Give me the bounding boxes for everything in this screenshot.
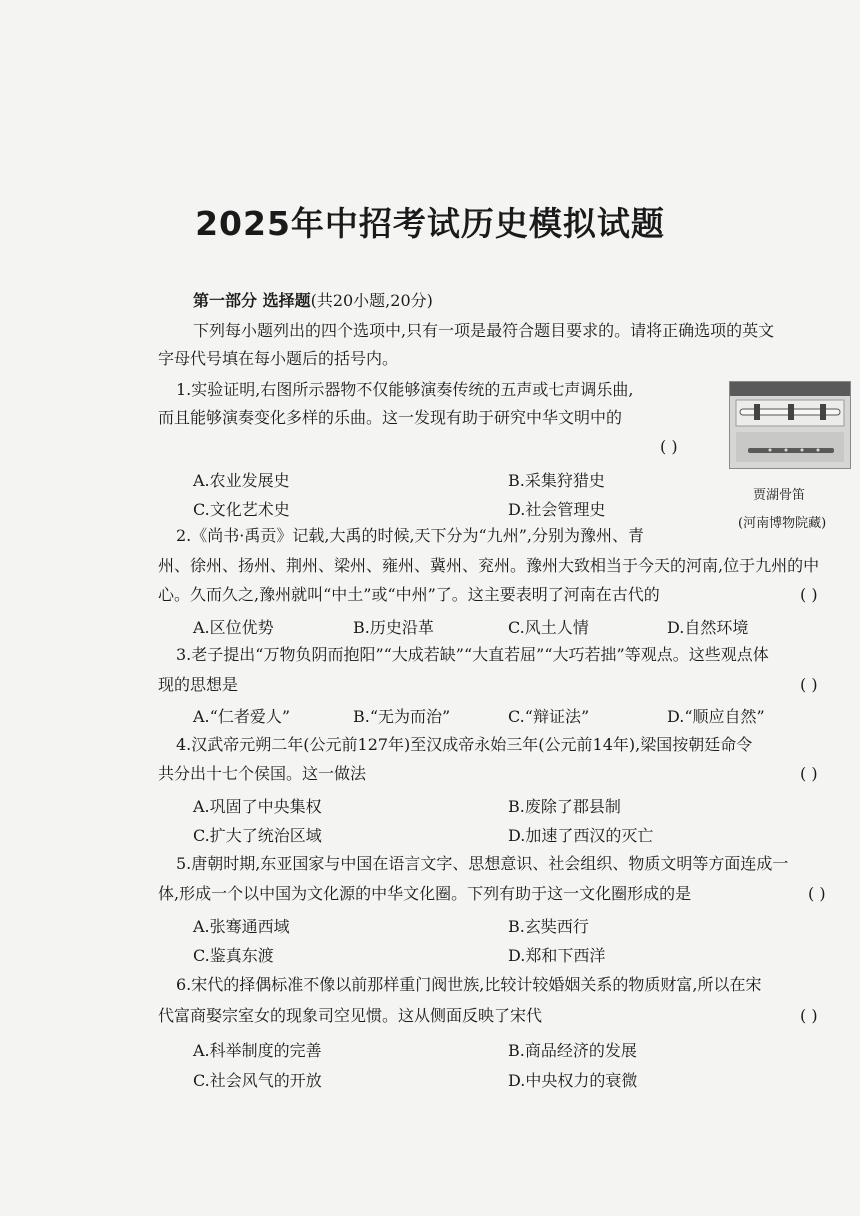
answer-bracket: ( ) (808, 884, 826, 903)
answer-bracket: ( ) (800, 764, 818, 783)
answer-bracket: ( ) (800, 1006, 818, 1025)
section-note: (共20小题,20分) (310, 291, 433, 310)
option-b: B.商品经济的发展 (508, 1041, 637, 1060)
bone-flute-image (730, 382, 850, 468)
option-a: A.农业发展史 (193, 471, 290, 490)
option-a: A.张骞通西域 (193, 917, 290, 936)
option-d: D.“顺应自然” (667, 707, 765, 726)
question-text: 而且能够演奏变化多样的乐曲。这一发现有助于研究中华文明中的 (158, 408, 623, 427)
option-b: B.玄奘西行 (508, 917, 589, 936)
instructions-line: 字母代号填在每小题后的括号内。 (158, 349, 399, 368)
option-c: C.鉴真东渡 (193, 946, 274, 965)
option-b: B.“无为而治” (353, 707, 451, 726)
answer-bracket: ( ) (800, 585, 818, 604)
option-d: D.社会管理史 (508, 500, 606, 519)
question-text: 2.《尚书·禹贡》记载,大禹的时候,天下分为“九州”,分别为豫州、青 (176, 526, 644, 545)
option-a: A.“仁者爱人” (193, 707, 291, 726)
page-title: 2025年中招考试历史模拟试题 (195, 204, 665, 243)
answer-bracket: ( ) (660, 437, 678, 456)
option-c: C.“辩证法” (508, 707, 590, 726)
section-title: 第一部分 选择题 (193, 291, 311, 310)
question-text: 心。久而久之,豫州就叫“中土”或“中州”了。这主要表明了河南在古代的 (158, 585, 660, 604)
option-d: D.中央权力的衰微 (508, 1071, 638, 1090)
question-text: 州、徐州、扬州、荆州、梁州、雍州、冀州、兖州。豫州大致相当于今天的河南,位于九州的中 (158, 556, 820, 575)
question-text: 体,形成一个以中国为文化源的中华文化圈。下列有助于这一文化圈形成的是 (158, 884, 692, 903)
bone-flute-photo (729, 381, 851, 469)
section-heading (193, 288, 433, 311)
option-c: C.文化艺术史 (193, 500, 290, 519)
option-b: B.采集狩猎史 (508, 471, 605, 490)
figure-caption: 贾湖骨笛 (753, 488, 806, 503)
question-text: 1.实验证明,右图所示器物不仅能够演奏传统的五声或七声调乐曲, (176, 380, 634, 399)
option-d: D.郑和下西洋 (508, 946, 606, 965)
option-c: C.扩大了统治区域 (193, 826, 322, 845)
question-text: 共分出十七个侯国。这一做法 (158, 764, 367, 783)
option-b: B.废除了郡县制 (508, 797, 621, 816)
question-text: 5.唐朝时期,东亚国家与中国在语言文字、思想意识、社会组织、物质文明等方面连成一 (176, 854, 789, 873)
question-text: 4.汉武帝元朔二年(公元前127年)至汉成帝永始三年(公元前14年),梁国按朝廷命令 (176, 735, 753, 754)
answer-bracket: ( ) (800, 675, 818, 694)
question-text: 现的思想是 (158, 675, 239, 694)
option-c: C.风土人情 (508, 618, 589, 637)
question-text: 3.老子提出“万物负阴而抱阳”“大成若缺”“大直若屈”“大巧若拙”等观点。这些观点体 (176, 645, 769, 664)
question-text: 代富商娶宗室女的现象司空见惯。这从侧面反映了宋代 (158, 1006, 543, 1025)
option-b: B.历史沿革 (353, 618, 434, 637)
figure-caption: (河南博物院藏) (738, 516, 827, 531)
option-a: A.区位优势 (193, 618, 274, 637)
question-text: 6.宋代的择偶标准不像以前那样重门阀世族,比较计较婚姻关系的物质财富,所以在宋 (176, 975, 762, 994)
option-a: A.科举制度的完善 (193, 1041, 322, 1060)
option-d: D.自然环境 (667, 618, 749, 637)
option-c: C.社会风气的开放 (193, 1071, 322, 1090)
option-a: A.巩固了中央集权 (193, 797, 322, 816)
instructions-line: 下列每小题列出的四个选项中,只有一项是最符合题目要求的。请将正确选项的英文 (193, 321, 775, 340)
option-d: D.加速了西汉的灭亡 (508, 826, 654, 845)
